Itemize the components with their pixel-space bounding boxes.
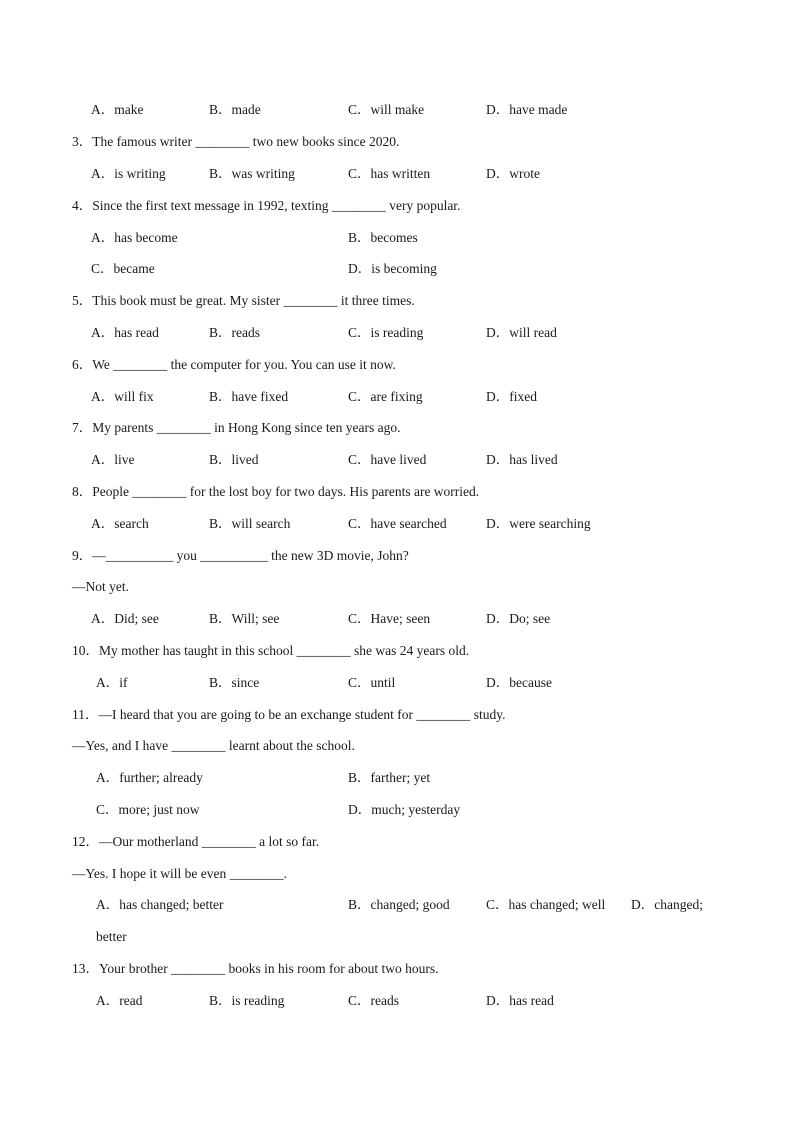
q7-option-a: A．live <box>91 452 135 467</box>
q13-option-a: A．read <box>96 993 143 1008</box>
question-8: 8．People ________ for the lost boy for two days. His parents are worried. <box>72 484 480 499</box>
q12-option-d-wrap: better <box>96 929 127 944</box>
q6-option-d: D．fixed <box>486 389 537 404</box>
question-10: 10．My mother has taught in this school ________ she was 24 years old. <box>72 643 470 658</box>
q2-option-c: C．will make <box>348 102 425 117</box>
q12-option-b: B．changed; good <box>348 897 450 912</box>
q3-option-a: A．is writing <box>91 166 166 181</box>
question-7: 7．My parents ________ in Hong Kong since ten years ago. <box>72 420 401 435</box>
question-13: 13．Your brother ________ books in his room for about two hours. <box>72 961 439 976</box>
q3-option-b: B．was writing <box>209 166 295 181</box>
q7-option-d: D．has lived <box>486 452 558 467</box>
q5-option-b: B．reads <box>209 325 260 340</box>
q6-option-a: A．will fix <box>91 389 154 404</box>
q13-option-c: C．reads <box>348 993 399 1008</box>
q10-option-a: A．if <box>96 675 128 690</box>
q8-option-a: A．search <box>91 516 149 531</box>
q13-option-d: D．has read <box>486 993 554 1008</box>
q3-option-d: D．wrote <box>486 166 540 181</box>
q12-option-a: A．has changed; better <box>96 897 224 912</box>
q2-option-a: A．make <box>91 102 144 117</box>
q10-option-d: D．because <box>486 675 552 690</box>
q6-option-b: B．have fixed <box>209 389 289 404</box>
q9-option-a: A．Did; see <box>91 611 159 626</box>
q5-option-c: C．is reading <box>348 325 424 340</box>
q5-option-a: A．has read <box>91 325 159 340</box>
q10-option-c: C．until <box>348 675 396 690</box>
q5-option-d: D．will read <box>486 325 557 340</box>
question-3: 3．The famous writer ________ two new books since 2020. <box>72 134 400 149</box>
q3-option-c: C．has written <box>348 166 431 181</box>
question-9: 9．—__________ you __________ the new 3D movie, John? <box>72 548 409 563</box>
q11-option-d: D．much; yesterday <box>348 802 461 817</box>
q12-option-d: D．changed; <box>631 897 703 912</box>
q11-option-c: C．more; just now <box>96 802 200 817</box>
q4-option-d: D．is becoming <box>348 261 437 276</box>
q12-option-c: C．has changed; well <box>486 897 606 912</box>
q7-option-c: C．have lived <box>348 452 427 467</box>
q2-option-d: D．have made <box>486 102 568 117</box>
q8-option-c: C．have searched <box>348 516 447 531</box>
q4-option-c: C．became <box>91 261 155 276</box>
q7-option-b: B．lived <box>209 452 259 467</box>
question-12: 12．—Our motherland ________ a lot so far. <box>72 834 320 849</box>
q2-option-b: B．made <box>209 102 261 117</box>
q10-option-b: B．since <box>209 675 260 690</box>
question-11-reply: —Yes, and I have ________ learnt about the school. <box>72 738 355 753</box>
q13-option-b: B．is reading <box>209 993 285 1008</box>
q4-option-b: B．becomes <box>348 230 418 245</box>
question-4: 4．Since the first text message in 1992, texting ________ very popular. <box>72 198 461 213</box>
q8-option-b: B．will search <box>209 516 291 531</box>
question-11: 11．—I heard that you are going to be an exchange student for ________ study. <box>72 707 506 722</box>
question-5: 5．This book must be great. My sister ________ it three times. <box>72 293 415 308</box>
q9-option-d: D．Do; see <box>486 611 551 626</box>
question-6: 6．We ________ the computer for you. You can use it now. <box>72 357 396 372</box>
q9-option-b: B．Will; see <box>209 611 280 626</box>
q9-option-c: C．Have; seen <box>348 611 431 626</box>
q4-option-a: A．has become <box>91 230 178 245</box>
question-9-reply: —Not yet. <box>72 579 129 594</box>
q11-option-b: B．farther; yet <box>348 770 431 785</box>
q11-option-a: A．further; already <box>96 770 203 785</box>
q6-option-c: C．are fixing <box>348 389 423 404</box>
q8-option-d: D．were searching <box>486 516 591 531</box>
question-12-reply: —Yes. I hope it will be even ________. <box>72 866 287 881</box>
